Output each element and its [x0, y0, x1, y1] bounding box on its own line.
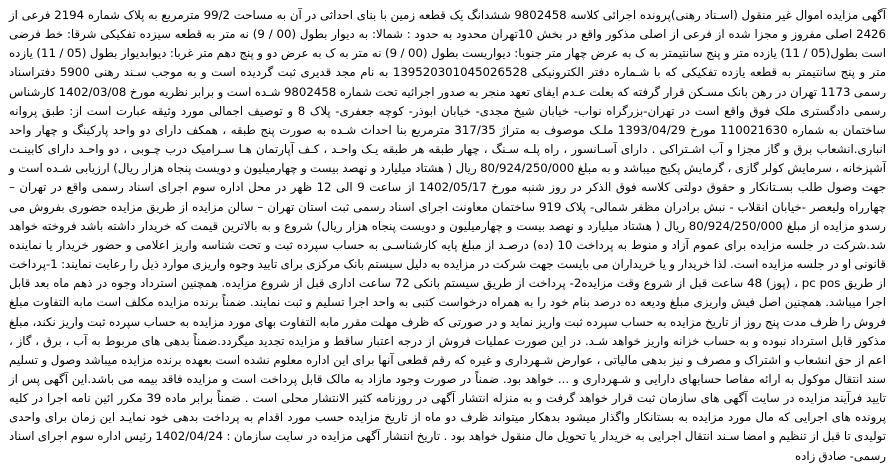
auction-notice-text: آگهی مزایده اموال غیر منقول (اسـناد رهنی)پرونده اجرائی کلاسه 9802458 ششدانگ یک قطعه زمین با بنای احداثی در آن به مساحت 99/2 مترمربع به پلاک شماره 2194 فرعی از 2426 اصلی مفروز و مجزا شده از فرعی از اصلی مذکور واقع در بخش 10تهران محدود به حدود : شمالا: به دیوار بطول (00 / 9) نه متر به قطعه سیزده تفکیکی شرقا: خط فرضی است بطول(05 / 11) یازده متر و پنج سانتیمتر به ک به عرض چهار متر جنوبا: دیواریست بطول (00 / 9) نه متر به ک به عرض دو و پنج دهم متر غربا: دیوابدیوار بطول (05 / 11) یازده متر و پنج سانتیمتر به قطعه یازده تفکیکی که با شـماره دفتر الکترونیکی 139520301045026528 به نام مجد قدیری ثبت گردیده است و به موجب سـند رهنی 5900 دفتراسناد رسمی 1173 تهران در رهن بانک مسـکن قرار گرفته که بعلت عـدم ایفای تعهد منجر به صدور اجرائیه تحت شماره 9802458 شـده است و برابر نظریه مورخ 1402/03/08 کارشناس رسمی دادگستری ملک فوق واقع است در تهران-بزرگراه نواب- خیابان شیخ مجدی- خیابان ابوذر- کوچه جعفری- پلاک 8 و توصیف اجمالی مورد وثیقه عبارت است از: طبق پروانه ساختمان به شماره 110021630 مورخ 1393/04/29 ملـک موصوف به متراژ 317/35 مترمربع بنا احداث شـده به صورت پنج طبقه ، همکف دارای دو واحد پارکینگ و چهار واحد انباری.انشعاب برق و گاز مجزا و آب اشـتراکی . دارای آسـانسور ، راه پلـه سـنگ ، چهار طبقه هر طبقه یـک واحـد ، کـف آپارتمان هـا سـرامیک درب چـوبی ، دو واحـد دارای کابینـت آشپزخانه ، سرمایش کولر گازی ، گرمایش پکیج میباشد و به مبلغ 80/924/250/000 ریال ( هشتاد میلیارد و نهصد بیست و چهارمیلیون و دویست پنجاه هزار ریال) ارزیابی شـده است و جهت وصول طلب بسـتانکار و حقوق دولتی کلاسه فوق الذکر در روز شنبه مورخ 1402/05/17 از ساعت 9 الی 12 ظهر در محل اداره سوم اجرای اسناد رسمی واقع در تهران – چهارراه ولیعصر -خیابان انقلاب - نبش برادران مظفر شمالی- پلاک 919 ساختمان معاونت اجرای اسناد رسمی ثبت استان تهران – سالن مزایده از طریق مزایده حضوری بفروش می رسدو مزایده از مبلغ 80/924/250/000 ریال ( هشتاد میلیارد و نهصد بیست و چهارمیلیون و دویست پنجاه هزار ریال) شروع و به بالاترین قیمت که خریدار داشته باشد فروخته خواهد شد.شرکت در جلسه مزایده برای عموم آزاد و منوط به پرداخت 10 (ده) درصـد از مبلغ پایه کارشناسـی به حساب سپرده ثبت و تحت شناسه واریز اعلامی و حضور خریدار یا نماینده قانونی او در جلسه مزایده است. لذا خریدار و یا خریداران می بایست جهت شرکت در مزایده به دلیل سیستم بانک مرکزی برای تایید وجوه واریزی موارد ذیل را رعایت نمایند: 1-پرداخت از طریق pc pos ، (پوز) 48 ساعت قبل از شروع وقت مزایده2- پرداخت از طریق سیستم بانکی 72 ساعت اداری قبل از شروع مزایده. همچنین استرداد وجوه در ذهم ماه بعد قابل اجرا میباشد. همچنین اصل فیش واریزی مبلغ ودیعه ده درصد بنام خود را به همراه درخواست کتبی به واحد اجرا تسلیم و ثبت نمایند. ضمناً برنده مزایده مکلف است مابه التفاوت مبلغ فروش را ظرف مدت پنج روز از تاریخ مزایده به حساب سپرده ثبت واریز نماید و در صورتی که ظرف مهلت مقرر مابه التفاوت بهای مورد مزایده به حساب سپرده ثبت واریز نکند، مبلغ مذکور قابل استرداد نبوده و به حساب خزانه واریز خواهد شـد. در این صورت عملیات فروش از درجه اعتبار ساقط و مزایده تجدید میگردد.ضمناً بدهی های مربوط به آب ، برق ، گاز ، اعم از حق انشعاب و اشتراک و مصرف و نیز بدهی مالیاتی ، عوارض شـهرداری و غیره که رقم قطعی آنها برای این اداره معلوم نشده است بعهده برنده مزایده میباشد وصول و تسلیم سند انتقال موکول به ارائه مفاصا حسابهای دارایی و شـهرداری و ... خواهد بود. ضمناً در صورت وجود مازاد به مالک قابل پرداخت است و مزایده فاقد بیمه می باشد.این آگهی پس از تایید فرآیند مزایده در سایت آگهی های سازمان ثبت قرار خواهد گرفت و به منزله انتشار آگهی در روزنامه کثیر الانتشار محلی است . ضمناً برابر ماده 39 مکرر ائین نامه اجرا در کلیه پرونده های اجرایی که مال مورد مزایده به بستانکار واگذار میشود بدهکار میتواند ظرف دو ماه از تاریخ مزایده حسب مورد اقدام به پرداخت بدهی خود نمایـد این زمان برای واحدی تولیدی تا قبل از تنظیم و امضا سـند انتقال اجرایی به خریدار یا تحویل مال منقول خواهد بود . تاریخ انتشار آگهی مزایده در سایت سازمان : 1402/04/24 رئیس اداره سوم اجرای اسناد رسمی- صادق زاده: [9, 8, 887, 463]
